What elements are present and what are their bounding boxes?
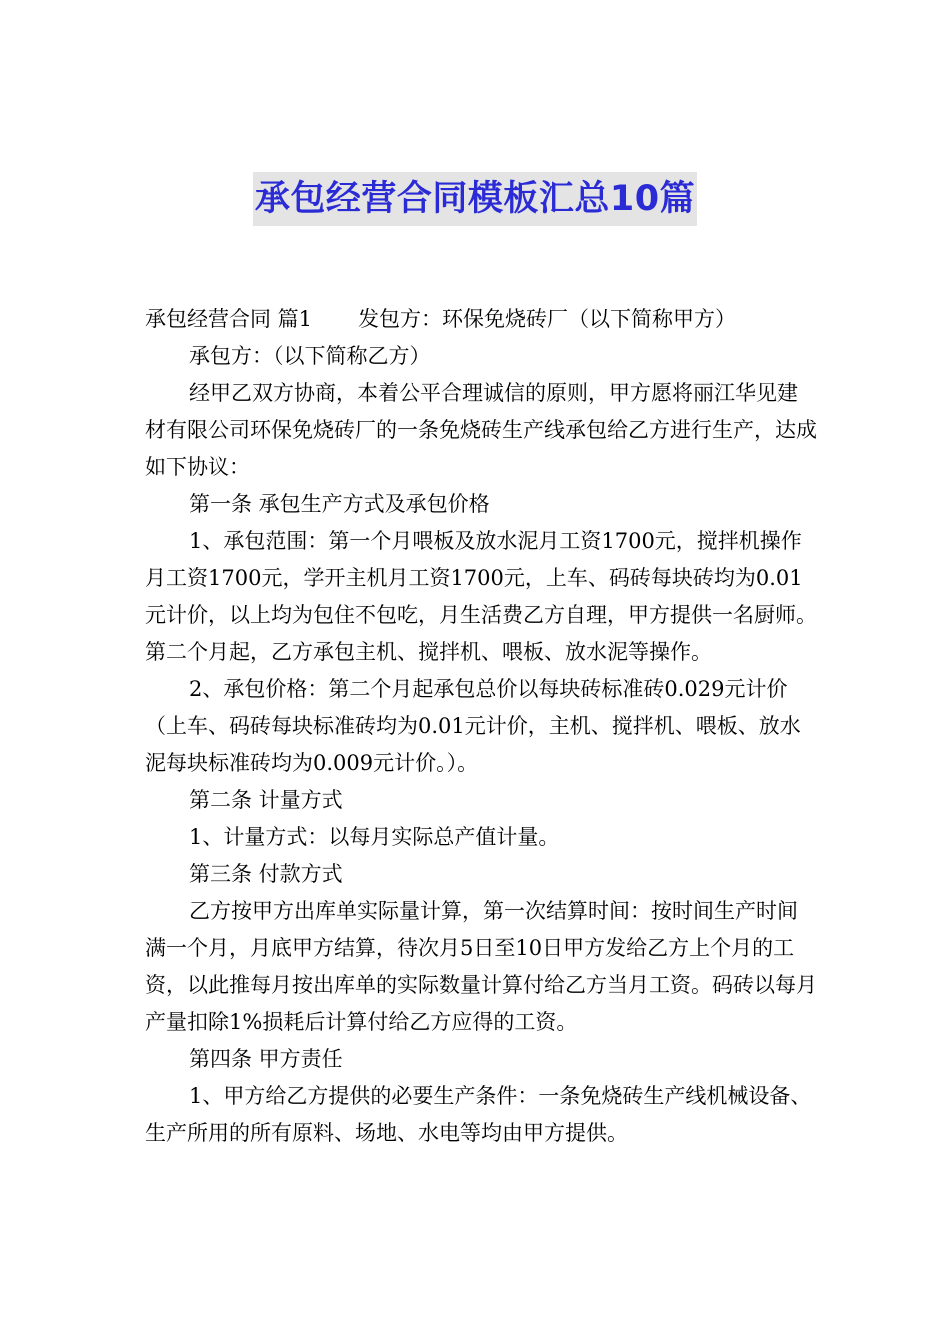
article-1-clause-1: 1、承包范围：第一个月喂板及放水泥月工资1700元，搅拌机操作月工资1700元，学开主机月工资1700元，上车、码砖每块砖均为0.01元计价，以上均为包住不包吃，月生活费乙方自理，甲方提供一名厨师。第二个月起，乙方承包主机、搅拌机、喂板、放水泥等操作。 <box>145 529 817 664</box>
article-4-heading: 第四条 甲方责任 <box>189 1047 343 1071</box>
article-2-heading: 第二条 计量方式 <box>189 788 343 812</box>
article-2-clause-1: 1、计量方式：以每月实际总产值计量。 <box>189 825 560 849</box>
article-3-heading: 第三条 付款方式 <box>189 862 343 886</box>
first-line <box>145 301 817 338</box>
article-3-paragraph: 乙方按甲方出库单实际量计算，第一次结算时间：按时间生产时间满一个月，月底甲方结算，待次月5日至10日甲方发给乙方上个月的工资，以此推每月按出库单的实际数量计算付给乙方当月工资。码砖以每月产量扣除1%损耗后计算付给乙方应得的工资。 <box>145 899 817 1034</box>
section-label: 承包经营合同 篇1 <box>145 307 313 331</box>
article-1-clause-2: 2、承包价格：第二个月起承包总价以每块砖标准砖0.029元计价（上车、码砖每块标准砖均为0.01元计价，主机、搅拌机、喂板、放水泥每块标准砖均为0.009元计价。）。 <box>145 677 801 775</box>
article-1-heading: 第一条 承包生产方式及承包价格 <box>189 492 490 516</box>
article-4-clause-1: 1、甲方给乙方提供的必要生产条件：一条免烧砖生产线机械设备、生产所用的所有原料、场地、水电等均由甲方提供。 <box>145 1084 812 1145</box>
contractor-party-line: 发包方：环保免烧砖厂（以下简称甲方） <box>358 307 737 331</box>
title-container <box>0 172 950 226</box>
document-body <box>145 301 817 1152</box>
preamble-paragraph: 经甲乙双方协商，本着公平合理诚信的原则，甲方愿将丽江华见建材有限公司环保免烧砖厂的一条免烧砖生产线承包给乙方进行生产，达成如下协议： <box>145 381 817 479</box>
contractee-line: 承包方：（以下简称乙方） <box>189 344 431 368</box>
document-title: 承包经营合同模板汇总10篇 <box>253 172 697 226</box>
